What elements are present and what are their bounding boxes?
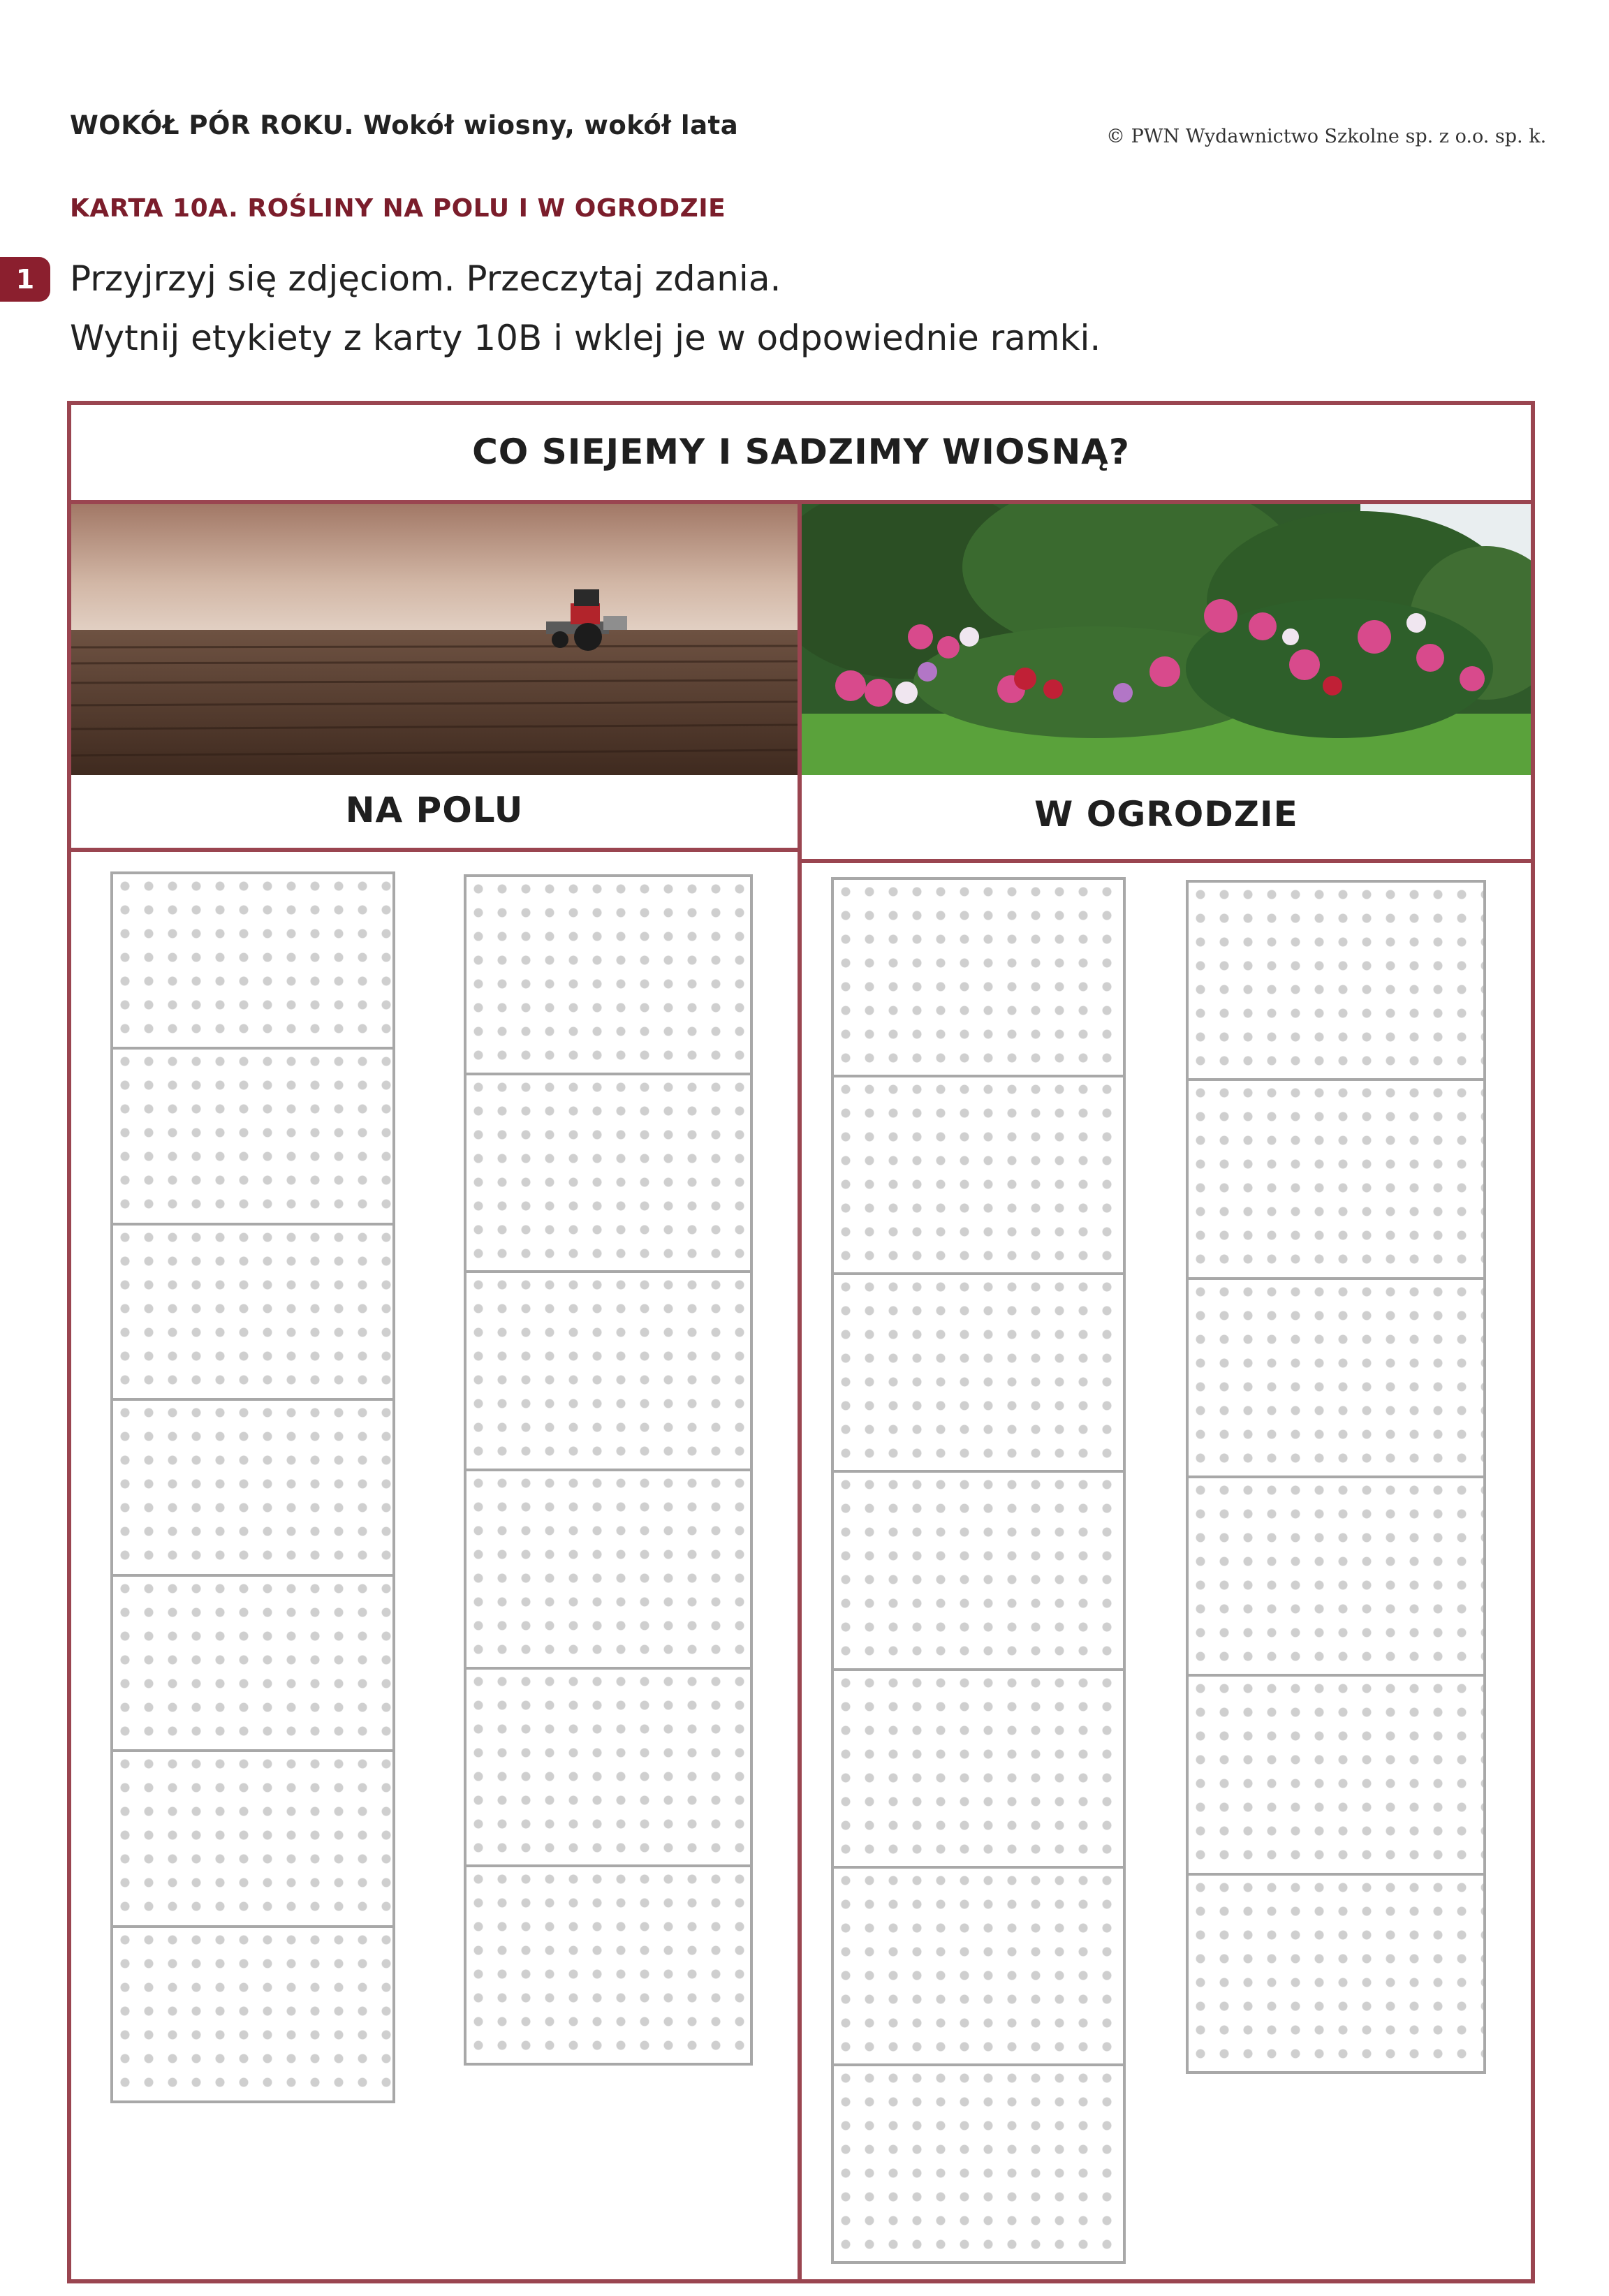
label-na-polu: NA POLU bbox=[345, 790, 524, 830]
label-slot[interactable] bbox=[466, 1670, 750, 1868]
label-slot[interactable] bbox=[466, 877, 750, 1075]
label-slot[interactable] bbox=[834, 1869, 1123, 2066]
label-slot[interactable] bbox=[113, 1577, 392, 1752]
task-number-badge: 1 bbox=[0, 257, 50, 302]
label-slot[interactable] bbox=[834, 1077, 1123, 1275]
series-title: WOKÓŁ PÓR ROKU. Wokół wiosny, wokół lata bbox=[70, 110, 739, 140]
garden-photo bbox=[802, 504, 1531, 775]
label-slot[interactable] bbox=[113, 1050, 392, 1225]
label-slot[interactable] bbox=[113, 1928, 392, 2100]
label-w-ogrodzie: W OGRODZIE bbox=[1034, 794, 1298, 834]
na-polu-column-1 bbox=[110, 871, 395, 2103]
na-polu-column-2 bbox=[464, 874, 753, 2066]
label-slot[interactable] bbox=[834, 1671, 1123, 1869]
label-slot[interactable] bbox=[113, 874, 392, 1050]
w-ogrodzie-column-2 bbox=[1186, 880, 1486, 2074]
label-slot[interactable] bbox=[1189, 1478, 1483, 1677]
label-slot[interactable] bbox=[466, 1273, 750, 1471]
w-ogrodzie-column-1 bbox=[831, 877, 1126, 2264]
card-title: KARTA 10A. ROŚLINY NA POLU I W OGRODZIE bbox=[70, 194, 726, 223]
label-slot[interactable] bbox=[834, 2066, 1123, 2261]
label-slot[interactable] bbox=[834, 880, 1123, 1077]
label-slot[interactable] bbox=[466, 1867, 750, 2063]
table-title: CO SIEJEMY I SADZIMY WIOSNĄ? bbox=[472, 432, 1130, 472]
copyright-note: © PWN Wydawnictwo Szkolne sp. z o.o. sp. k. bbox=[1106, 126, 1547, 147]
field-photo bbox=[71, 504, 798, 775]
label-slot[interactable] bbox=[113, 1752, 392, 1927]
instruction-line-2: Wytnij etykiety z karty 10B i wklej je w odpowiednie ramki. bbox=[70, 318, 1101, 358]
label-divider-left bbox=[67, 848, 802, 852]
label-slot[interactable] bbox=[834, 1275, 1123, 1473]
label-slot[interactable] bbox=[834, 1473, 1123, 1670]
label-divider-right bbox=[798, 859, 1535, 863]
column-divider bbox=[798, 504, 802, 2283]
label-slot[interactable] bbox=[113, 1226, 392, 1401]
label-slot[interactable] bbox=[466, 1075, 750, 1274]
label-slot[interactable] bbox=[1189, 883, 1483, 1081]
label-slot[interactable] bbox=[1189, 1876, 1483, 2071]
label-slot[interactable] bbox=[1189, 1280, 1483, 1478]
label-slot[interactable] bbox=[113, 1401, 392, 1576]
label-slot[interactable] bbox=[466, 1471, 750, 1670]
label-slot[interactable] bbox=[1189, 1081, 1483, 1279]
instruction-line-1: Przyjrzyj się zdjęciom. Przeczytaj zdania. bbox=[70, 258, 781, 299]
label-slot[interactable] bbox=[1189, 1677, 1483, 1875]
